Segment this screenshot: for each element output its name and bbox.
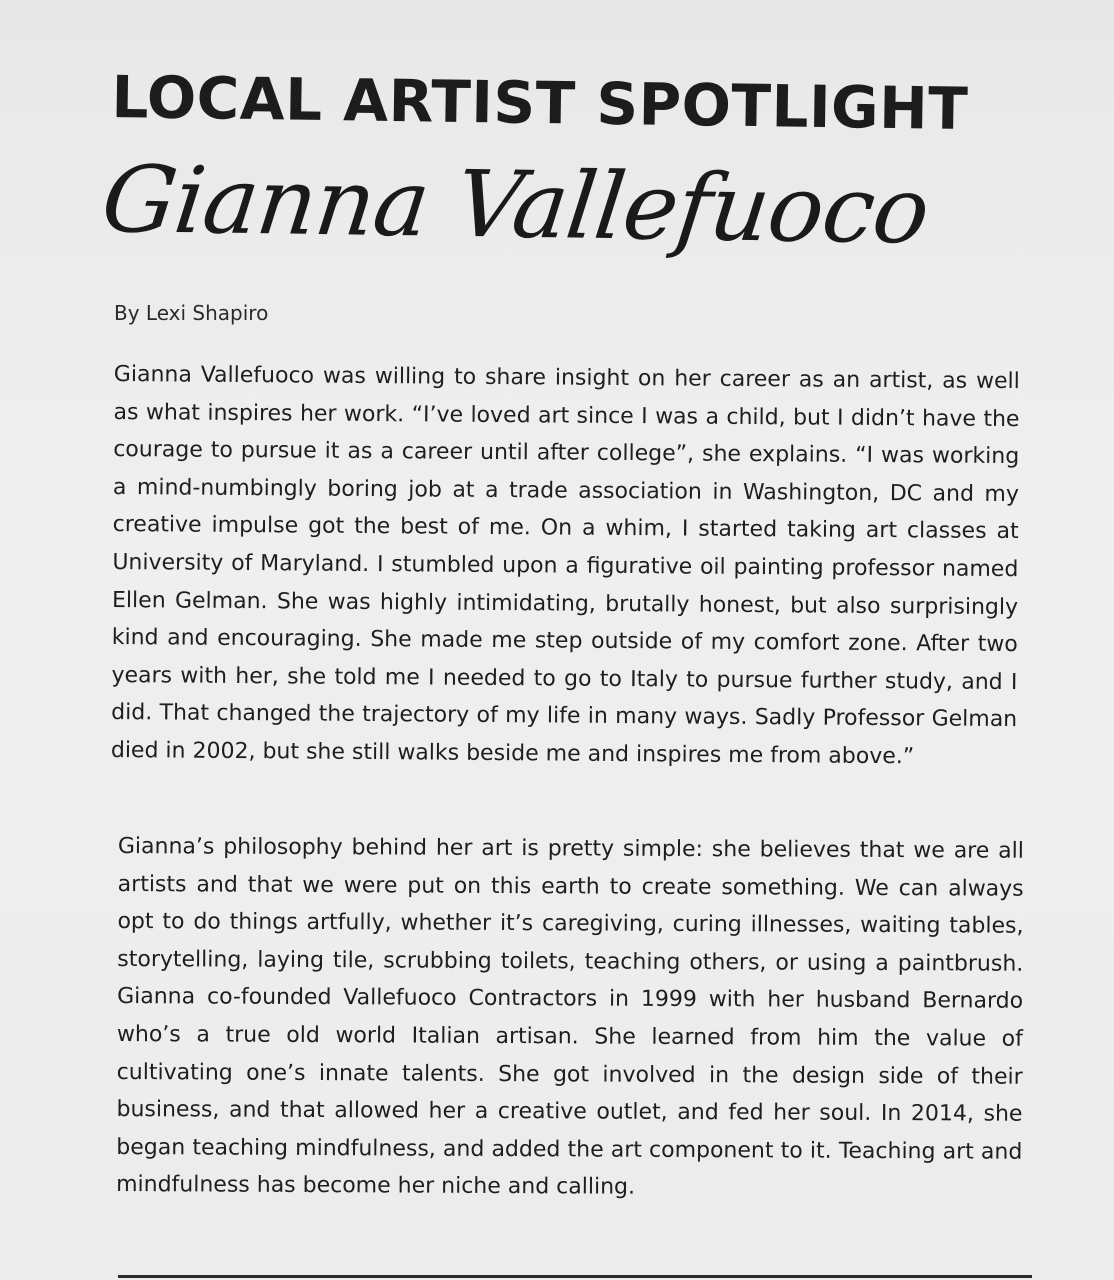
article-paragraph: Gianna Vallefuoco was willing to share insight on her career as an artist, as well as what inspires her work. “I’ve loved art since I was a child, but I didn’t have the courage to pursue it as a career until after college”, she explains. “I was working a mind-numbingly boring job at a trade association in Washington, DC and my creative impulse got the best of me. On a whim, I started taking art classes at University of Maryland. I stumbled upon a figurative oil painting professor named Ellen Gelman. She was highly intimidating, brutally honest, but also surprisingly kind and encouraging. She made me step outside of my comfort zone. After two years with her, she told me I needed to go to Italy to pursue further study, and I did. That changed the trajectory of my life in many ways. Sadly Professor Gelman died in 2002, but she still walks beside me and inspires me from above.” [110, 361, 1020, 770]
section-kicker: LOCAL ARTIST SPOTLIGHT [111, 62, 969, 143]
artist-name-heading: Gianna Vallefuoco [96, 145, 935, 265]
byline: By Lexi Shapiro [114, 301, 269, 325]
bottom-divider [118, 1275, 1032, 1278]
article-paragraph: Gianna’s philosophy behind her art is pretty simple: she believes that we are all artists and that we were put on this earth to create something. We can always opt to do things artfully, whether it’s caregiving, curing illnesses, waiting tables, storytelling, laying tile, scrubbing toilets, teaching others, or using a paintbrush. Gianna co-founded Vallefuoco Contractors in 1999 with her husband Bernardo who’s a true old world Italian artisan. She learned from him the value of cultivating one’s innate talents. She got involved in the design side of their business, and that allowed her a creative outlet, and fed her soul. In 2014, she began teaching mindfulness, and added the art component to it. Teaching art and mindfulness has become her niche and calling. [116, 833, 1024, 1201]
